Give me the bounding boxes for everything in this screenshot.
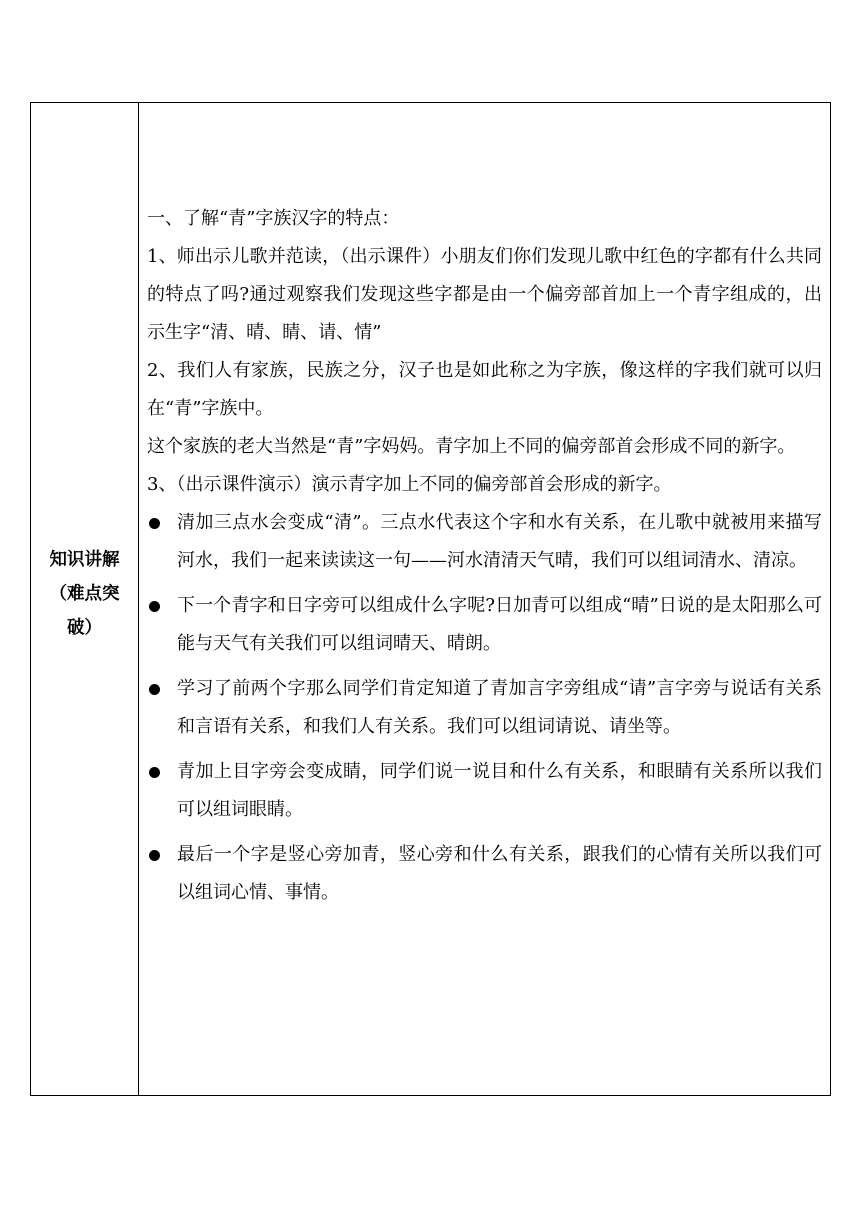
paragraph: 一、了解“青”字族汉字的特点：: [147, 208, 400, 229]
bullet-text: 清加三点水会变成“清”。三点水代表这个字和水有关系，在儿歌中就被用来描写河水，我们一起来读读这一句——河水清清天气晴，我们可以组词清水、清凉。: [177, 512, 822, 571]
lesson-table: [30, 102, 831, 1096]
section-label-line: 破）: [67, 618, 102, 638]
paragraph: 2、我们人有家族，民族之分，汉子也是如此称之为字族，像这样的字我们就可以归在“青”字族中。: [147, 360, 822, 419]
section-label-line: （难点突: [49, 584, 120, 604]
bullet-text: 下一个青字和日字旁可以组成什么字呢?日加青可以组成“晴”日说的是太阳那么可能与天气有关我们可以组词晴天、晴朗。: [177, 595, 822, 654]
bullet-dot-icon: [149, 850, 160, 861]
bullet-item: [147, 504, 822, 580]
bullet-dot-icon: [149, 518, 160, 529]
bullet-list: [147, 504, 822, 912]
section-label-cell: [31, 103, 139, 1095]
bullet-dot-icon: [149, 684, 160, 695]
paragraph: 这个家族的老大当然是“青”字妈妈。青字加上不同的偏旁部首会形成不同的新字。: [147, 436, 796, 457]
bullet-dot-icon: [149, 767, 160, 778]
section-label-line: 知识讲解: [49, 550, 120, 570]
bullet-dot-icon: [149, 601, 160, 612]
bullet-item: [147, 670, 822, 746]
bullet-text: 最后一个字是竖心旁加青，竖心旁和什么有关系，跟我们的心情有关所以我们可以组词心情、事情。: [177, 844, 822, 903]
content-cell: [139, 103, 830, 1095]
lesson-content: [147, 200, 822, 919]
bullet-text: 学习了前两个字那么同学们肯定知道了青加言字旁组成“请”言字旁与说话有关系和言语有关系，和我们人有关系。我们可以组词请说、请坐等。: [177, 678, 822, 737]
bullet-item: [147, 836, 822, 912]
section-label: [31, 543, 138, 645]
paragraph: 3、（出示课件演示）演示青字加上不同的偏旁部首会形成的新字。: [147, 474, 672, 495]
paragraph: 1、师出示儿歌并范读，（出示课件）小朋友们你们发现儿歌中红色的字都有什么共同的特点了吗?通过观察我们发现这些字都是由一个偏旁部首加上一个青字组成的，出示生字“清、晴、睛、请、情”: [147, 246, 822, 343]
bullet-text: 青加上目字旁会变成睛，同学们说一说目和什么有关系，和眼睛有关系所以我们可以组词眼睛。: [177, 761, 822, 820]
bullet-item: [147, 753, 822, 829]
bullet-item: [147, 587, 822, 663]
